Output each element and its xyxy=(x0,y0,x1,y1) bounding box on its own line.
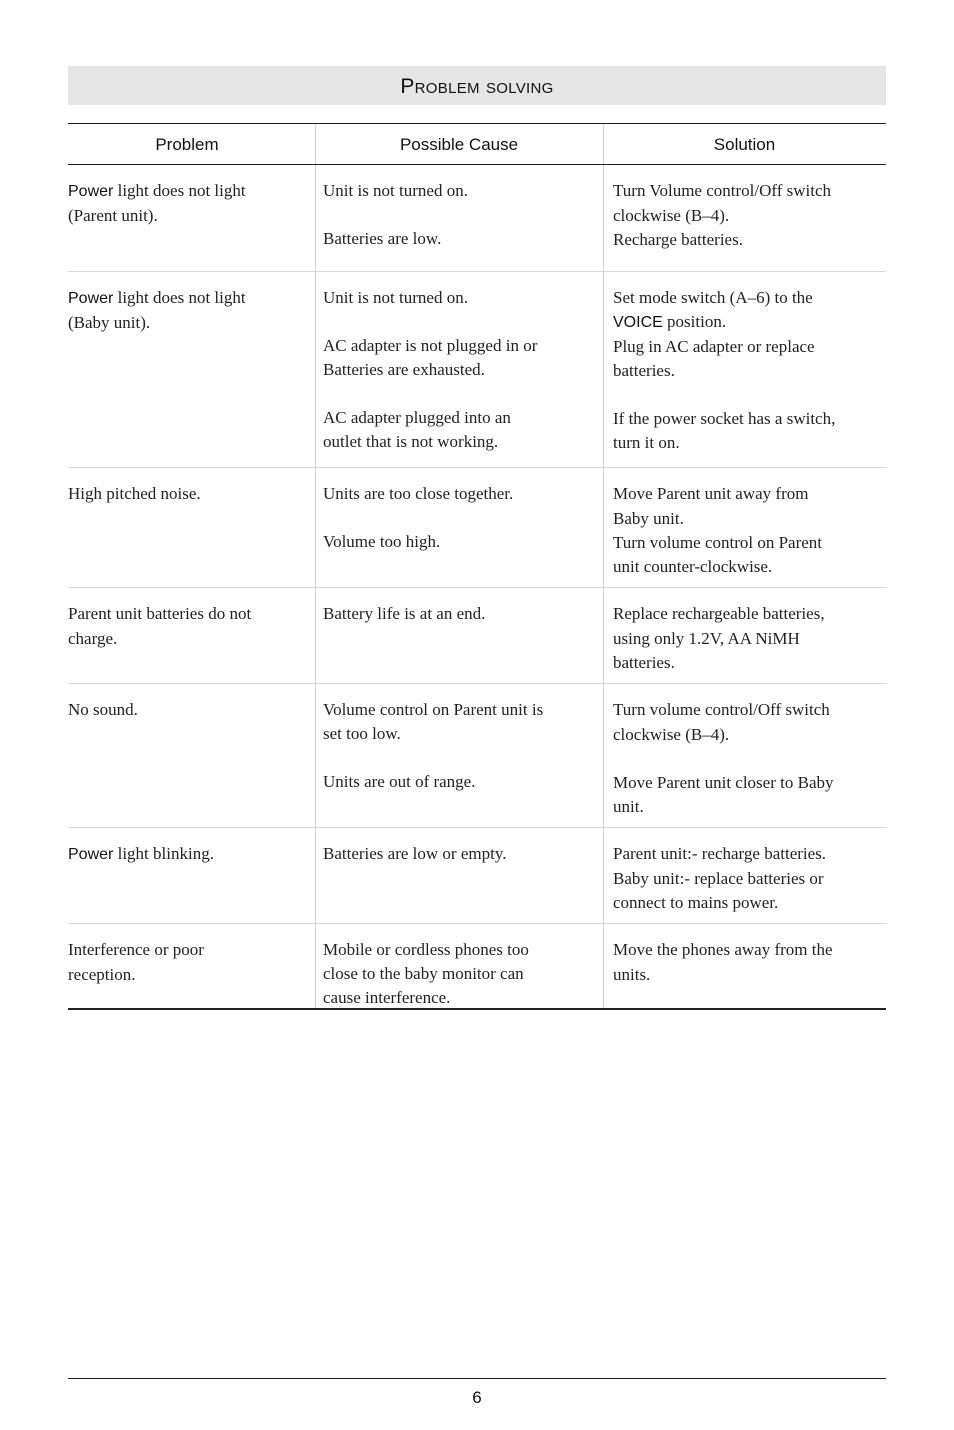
solution-cell: Parent unit:- recharge batteries. Baby unit:- replace batteries or connect to mains power. xyxy=(613,844,827,912)
problem-cell: Parent unit batteries do not charge. xyxy=(68,604,252,648)
cause-cell: Volume control on Parent unit is set too low. Units are out of range. xyxy=(323,700,544,791)
column-divider xyxy=(315,468,316,587)
column-divider xyxy=(603,468,604,587)
column-divider xyxy=(315,588,316,683)
problem-cell: Power light does not light (Baby unit). xyxy=(68,288,246,332)
table-row xyxy=(68,588,886,684)
table-row xyxy=(68,684,886,828)
column-divider xyxy=(315,272,316,467)
table-row xyxy=(68,468,886,588)
table-header-row xyxy=(68,124,886,165)
voice-label: VOICE xyxy=(613,314,663,331)
power-label: Power xyxy=(68,290,114,307)
column-divider xyxy=(603,165,604,271)
solution-cell: Turn Volume control/Off switch clockwise (B–4). Recharge batteries. xyxy=(613,181,832,249)
solution-cell: Replace rechargeable batteries, using only 1.2V, AA NiMH batteries. xyxy=(613,604,825,672)
column-divider xyxy=(315,124,316,164)
solution-cell: Set mode switch (A–6) to the VOICE position. Plug in AC adapter or replace batteries. If the power socket has a switch, turn it on. xyxy=(613,288,836,452)
table-row xyxy=(68,165,886,272)
column-divider xyxy=(603,684,604,827)
table-row xyxy=(68,828,886,924)
column-divider xyxy=(603,588,604,683)
cause-cell: Unit is not turned on. AC adapter is not plugged in or Batteries are exhausted. AC adapter plugged into an outlet that is not working. xyxy=(323,288,538,451)
solution-cell: Turn volume control/Off switch clockwise (B–4). Move Parent unit closer to Baby unit. xyxy=(613,700,834,816)
column-divider xyxy=(603,124,604,164)
table-row xyxy=(68,272,886,468)
column-divider xyxy=(315,684,316,827)
column-divider xyxy=(315,828,316,923)
cause-cell: Unit is not turned on. Batteries are low. xyxy=(323,181,468,248)
cause-cell: Units are too close together. Volume too high. xyxy=(323,484,514,551)
problem-cell: No sound. xyxy=(68,700,138,719)
solution-cell: Move the phones away from the units. xyxy=(613,940,833,984)
troubleshooting-table xyxy=(68,123,886,1010)
page-number: 6 xyxy=(472,1388,482,1407)
column-divider xyxy=(603,272,604,467)
section-title: Problem solving xyxy=(68,66,886,105)
power-label: Power xyxy=(68,183,114,200)
problem-cell: Interference or poor reception. xyxy=(68,940,204,984)
cause-cell: Mobile or cordless phones too close to the baby monitor can cause interference. xyxy=(323,940,529,1007)
column-divider xyxy=(603,924,604,1008)
problem-cell: Power light does not light (Parent unit). xyxy=(68,181,246,225)
problem-cell: Power light blinking. xyxy=(68,844,214,863)
header-possible-cause: Possible Cause xyxy=(399,135,519,154)
column-divider xyxy=(603,828,604,923)
footer-rule xyxy=(68,1378,886,1379)
solution-cell: Move Parent unit away from Baby unit. Turn volume control on Parent unit counter-clockwise. xyxy=(613,484,823,576)
power-label: Power xyxy=(68,846,114,863)
problem-cell: High pitched noise. xyxy=(68,484,201,503)
column-divider xyxy=(315,165,316,271)
header-solution: Solution xyxy=(713,135,776,154)
column-divider xyxy=(315,924,316,1008)
header-problem: Problem xyxy=(155,135,219,154)
cause-cell: Batteries are low or empty. xyxy=(323,844,507,863)
cause-cell: Battery life is at an end. xyxy=(323,604,486,623)
table-row xyxy=(68,924,886,1010)
